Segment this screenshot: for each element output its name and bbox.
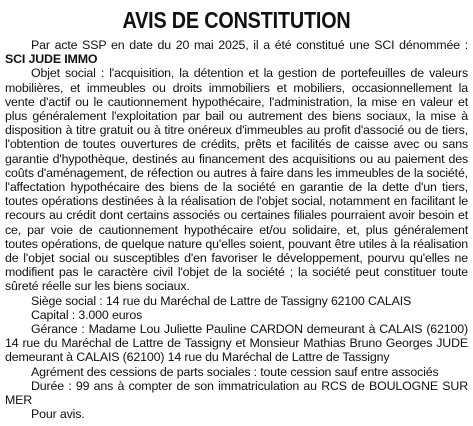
duree-paragraph: Durée : 99 ans à compter de son immatriculation au RCS de BOULOGNE SUR MER — [5, 378, 468, 408]
intro-paragraph — [5, 38, 468, 66]
agrement-paragraph: Agrément des cessions de parts sociales : toute cession sauf entre associés — [31, 364, 439, 379]
objet-social-paragraph: Objet social : l'acquisition, la détention et la gestion de portefeuilles de valeurs mobilières, et immeubles ou droits immobiliers et mobiliers, occasionnellement la vente d'actif ou le cautionnement hypothécaire, l'administration, la mise en valeur et plus généralement l'exploitation par bail ou autrement des biens sociaux, la mise à disposition à titre gratuit ou à titre onéreux d'immeubles au profit d'associé ou de tiers, l'obtention de toutes ouvertures de crédits, prêts et facilités de caisse avec ou sans garantie d'hypothèque, destinés au financement des acquisitions ou au paiement des coûts d'aménagement, de réfection ou autres à faire dans les immeubles de la société, l'affectation hypothécaire des biens de la société en garantie de la dette d'un tiers, toutes opérations destinées à la réalisation de l'objet social, notamment en facilitant le recours au crédit dont certains associés ou certaines filiales pourraient avoir besoin et ce, par voie de cautionnement hypothécaire et/ou solidaire, et, plus généralement toutes opérations, de quelque nature qu'elles soient, pouvant être utiles à la réalisation de l'objet social ou susceptibles d'en favoriser le développement, pourvu qu'elles ne modifient pas le caractère civil l'objet de la société ; la société peut constituer toute sûreté réelle sur les biens sociaux. — [5, 66, 468, 294]
siege-social-paragraph: Siège social : 14 rue du Maréchal de Lattre de Tassigny 62100 CALAIS — [31, 293, 412, 308]
notice-title: AVIS DE CONSTITUTION — [122, 7, 351, 33]
capital-paragraph: Capital : 3.000 euros — [31, 307, 143, 322]
intro-text: Par acte SSP en date du 20 mai 2025, il a été constitué une SCI dénommée : — [31, 38, 468, 52]
gerance-paragraph: Gérance : Madame Lou Juliette Pauline CARDON demeurant à CALAIS (62100) 14 rue du Maréchal de Lattre de Tassigny et Monsieur Mathias Bruno Georges JUDE demeurant à CALAIS (62100) 14 rue du Maréchal de Lattre de Tassigny — [5, 322, 468, 365]
company-name: SCI JUDE IMMO — [5, 52, 98, 67]
legal-notice — [5, 6, 468, 421]
closing-paragraph: Pour avis. — [31, 407, 85, 422]
